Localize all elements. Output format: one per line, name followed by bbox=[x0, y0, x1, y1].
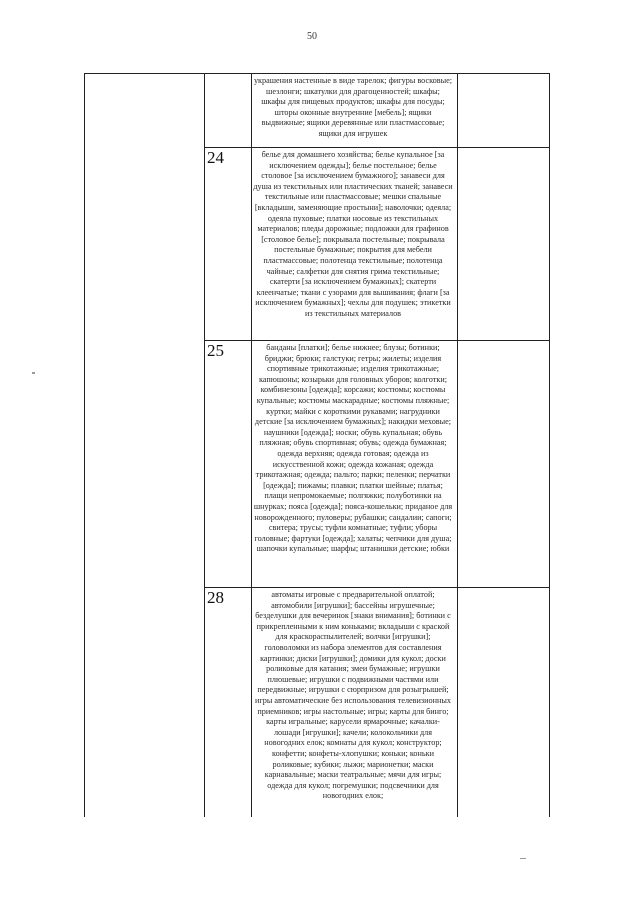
goods-list: белье для домашнего хозяйства; белье купальное [за исключением одежды]; белье постельное; белье столовое [за исключением бумажного]; занавеси для душа из текстильных или пластических тканей; занавеси текстильные или пластмассовые; мешки спальные [вкладыши, заменяющие простыни]; наволочки; одеяла; одеяла пуховые; платки носовые из текстильных материалов; пледы дорожные; подложки для графинов [столовое белье]; покрывала постельные; покрывала постельные бумажные; покрытия для мебели пластмассовые; полотенца текстильные; полотенца чайные; салфетки для снятия грима текстильные; скатерти [за исключением бумажных]; скатерти клеенчатые; ткани с узорами для вышивания; флаги [за исключением бумажных]; чехлы для подушек; этикетки из текстильных материалов bbox=[253, 150, 453, 318]
page-number: 50 bbox=[307, 31, 317, 42]
row-separator bbox=[204, 587, 550, 588]
table-border-right bbox=[549, 73, 550, 817]
table-border-left bbox=[84, 73, 85, 817]
row-separator bbox=[204, 340, 550, 341]
table-divider-3 bbox=[457, 73, 458, 817]
table-divider-2 bbox=[251, 73, 252, 817]
row-separator bbox=[204, 147, 550, 148]
table-border-top bbox=[84, 73, 550, 74]
goods-list: украшения настенные в виде тарелок; фигуры восковые; шезлонги; шкатулки для драгоценностей; шкафы; шкафы для пищевых продуктов; шкафы для посуды; шторы оконные внутренние [мебель]; ящики выдвижные; ящики деревянные или пластмассовые; ящики для игрушек bbox=[253, 76, 453, 138]
goods-list: банданы [платки]; белье нижнее; блузы; ботинки; бриджи; брюки; галстуки; гетры; жилеты; изделия спортивные трикотажные; изделия трикотажные; капюшоны; козырьки для головных уборов; колготки; комбинезоны [одежда]; корсажи; костюмы; костюмы купальные; костюмы маскарадные; костюмы пляжные; куртки; майки с короткими рукавами; нагрудники детские [за исключением бумажных]; накидки меховые; наушники [одежда]; носки; обувь купальная; обувь пляжная; обувь спортивная; обувь; одежда бумажная; одежда верхняя; одежда готовая; одежда из искусственной кожи; одежда кожаная; одежда трикотажная; одежда; пальто; парки; пеленки; перчатки [одежда]; пижамы; плавки; платки шейные; платья; плащи непромокаемые; полгяжки; полуботинки на шнурках; пояса [одежда]; пояса-кошельки; приданое для новорожденного; пуловеры; рубашки; сандалии; сапоги; свитера; трусы; туфли комнатные; туфли; уборы головные; фартуки [одежда]; халаты; чепчики для душа; шапочки купальные; шарфы; штанишки детские; юбки bbox=[253, 343, 453, 554]
class-number: 25 bbox=[207, 341, 224, 360]
class-number: 24 bbox=[207, 148, 224, 167]
class-number: 28 bbox=[207, 588, 224, 607]
scan-mark bbox=[520, 858, 526, 859]
scan-mark bbox=[32, 372, 35, 374]
table-divider-1 bbox=[204, 73, 205, 817]
goods-list: автоматы игровые с предварительной оплатой; автомобили [игрушки]; бассейны игрушечные; безделушки для вечеринок [знаки внимания]; ботинки с прикрепленными к ним коньками; вкладыши с краской для краскораспылителей; волчки [игрушки]; головоломки из набора элементов для составления картинки; диски [игрушки]; домики для кукол; доски роликовые для катания; змеи бумажные; игрушки плюшевые; игрушки с подвижными частями или передвижные; игрушки с сюрпризом для розыгрышей; игры автоматические без использования телевизионных приемников; игры настольные; игры; карты для бинго; карты игральные; карусели ярмарочные; качалки-лошади [игрушки]; качели; колокольчики для новогодних елок; комнаты для кукол; конструктор; конфетти; конфеты-хлопушки; коньки; коньки роликовые; кубики; лыжи; марионетки; маски карнавальные; маски театральные; мячи для игры; одежда для кукол; погремушки; подсвечники для новогодних елок; bbox=[255, 590, 451, 801]
